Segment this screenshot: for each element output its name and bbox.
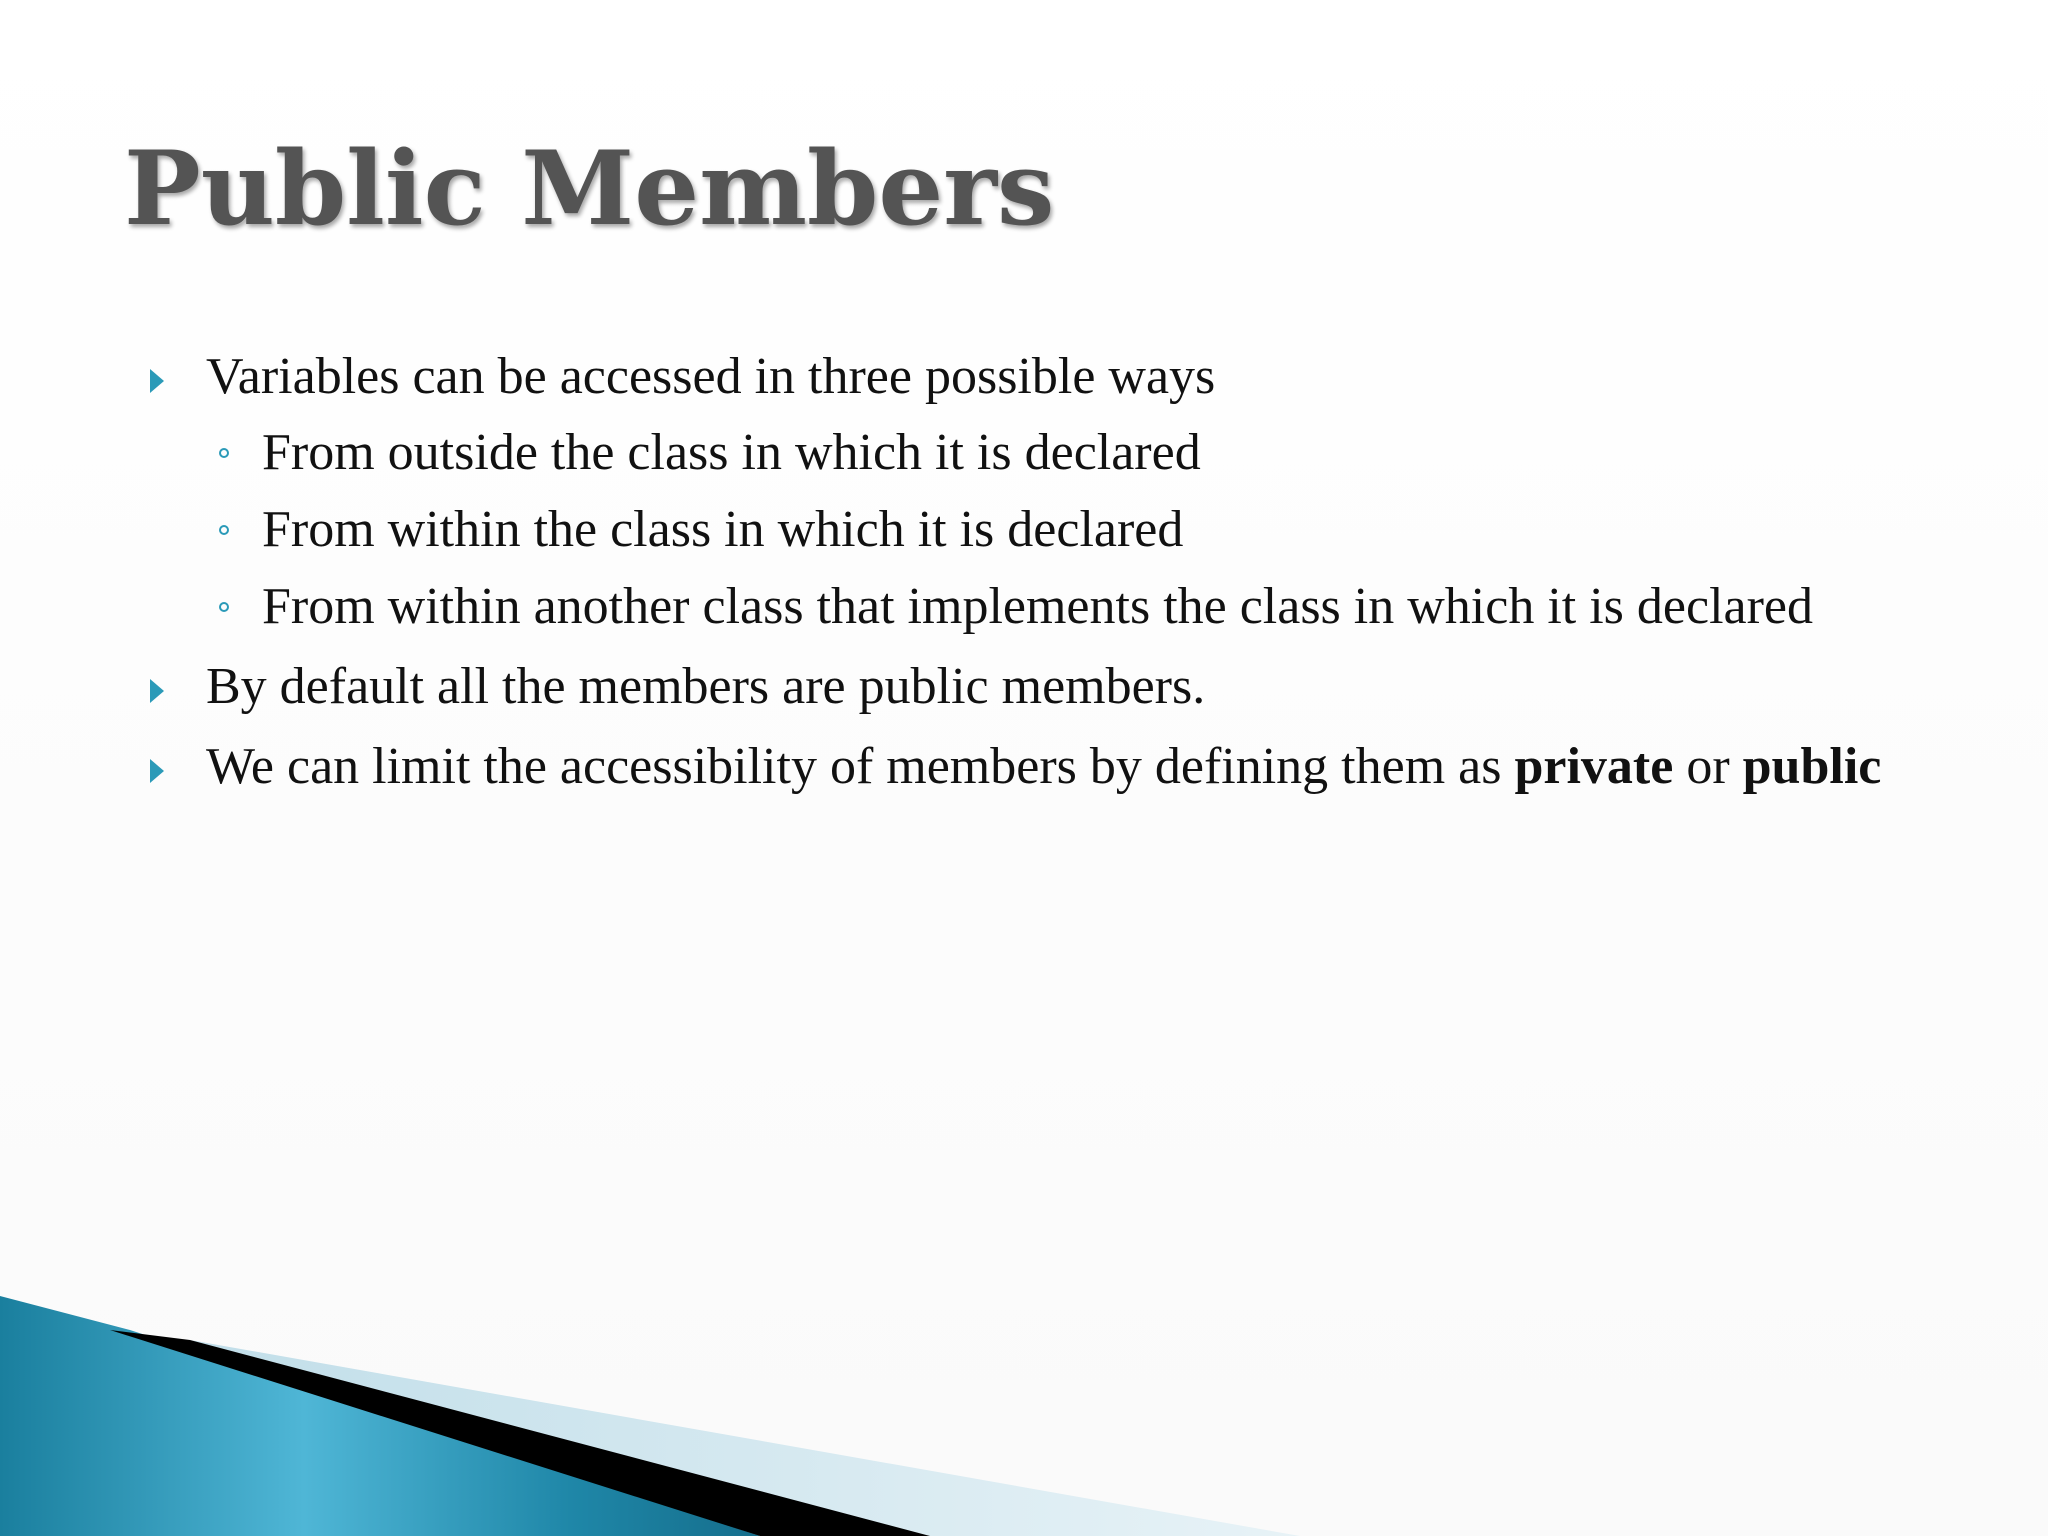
- swoosh-blue-band: [0, 1296, 760, 1536]
- bullet-text-before: We can limit the accessibility of members by defining them as: [206, 738, 1515, 795]
- triangle-bullet-icon: [150, 369, 164, 393]
- sub-bullet-text: From outside the class in which it is declared: [262, 424, 1201, 481]
- sub-bullet-text: From within the class in which it is declared: [262, 501, 1184, 558]
- bullet-item: [150, 733, 1910, 801]
- keyword-private: private: [1514, 738, 1674, 795]
- slide-content: [150, 343, 1910, 813]
- sub-bullet-text: From within another class that implements the class in which it is declared: [262, 578, 1813, 635]
- slide-title: Public Members: [124, 129, 1055, 249]
- circle-bullet-icon: [219, 525, 229, 535]
- bullet-text: Variables can be accessed in three possible ways: [206, 348, 1216, 405]
- bullet-text-middle: or: [1673, 738, 1743, 795]
- sub-bullet-item: [206, 419, 1910, 487]
- swoosh-black-band: [110, 1330, 930, 1536]
- sub-bullet-list: [206, 419, 1910, 641]
- triangle-bullet-icon: [150, 759, 164, 783]
- triangle-bullet-icon: [150, 679, 164, 703]
- circle-bullet-icon: [219, 602, 229, 612]
- sub-bullet-item: [206, 496, 1910, 564]
- bullet-item: [150, 343, 1910, 641]
- bullet-text: By default all the members are public members.: [206, 658, 1206, 715]
- circle-bullet-icon: [219, 448, 229, 458]
- sub-bullet-item: [206, 573, 1910, 641]
- bullet-list: [150, 343, 1910, 801]
- bullet-item: [150, 653, 1910, 721]
- swoosh-pale-band: [190, 1340, 1300, 1536]
- keyword-public: public: [1742, 738, 1882, 795]
